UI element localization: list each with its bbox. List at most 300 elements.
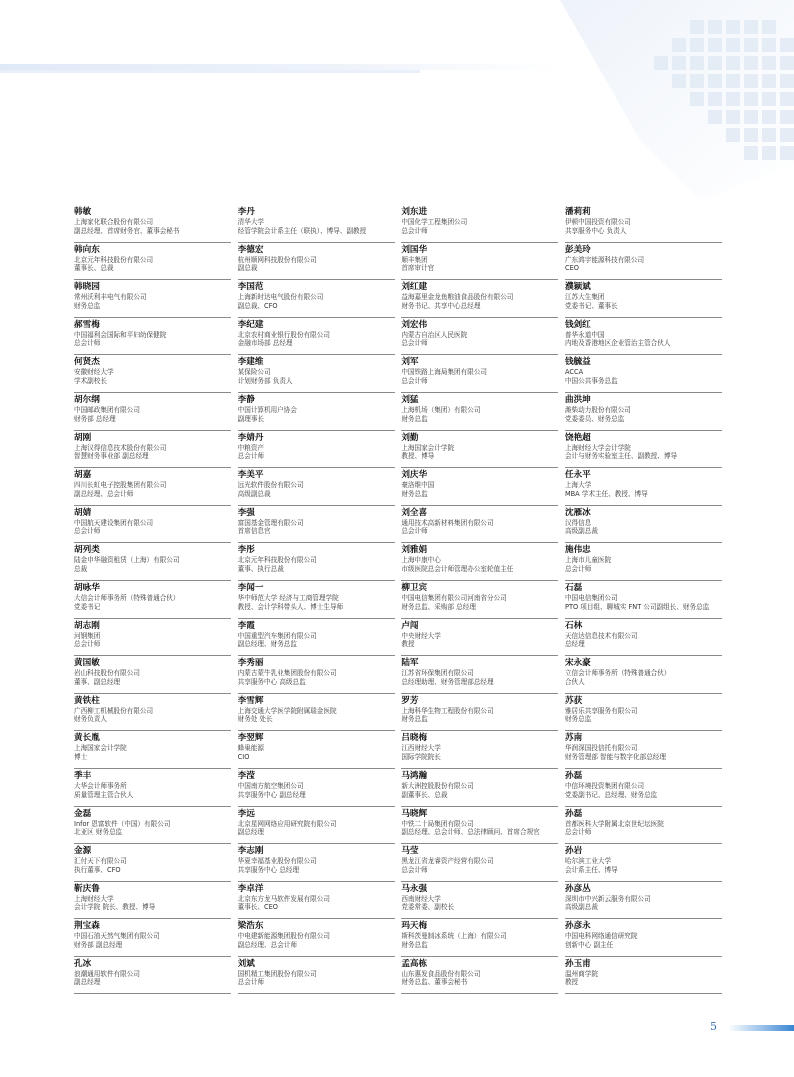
person-name: 刘军 bbox=[401, 357, 419, 368]
person-entry bbox=[74, 280, 231, 318]
person-entry bbox=[238, 619, 395, 657]
person-name: 季丰 bbox=[74, 770, 92, 781]
person-name: 任永平 bbox=[564, 470, 591, 481]
person-name: 何贤杰 bbox=[74, 357, 100, 368]
person-organization: 北京星网网络应用研究院有限公司 bbox=[237, 819, 337, 828]
person-organization: 汇付天下有限公司 bbox=[74, 857, 127, 866]
person-name: 马莹 bbox=[401, 846, 419, 857]
person-entry bbox=[238, 656, 395, 694]
person-title: 财务总监 bbox=[401, 715, 428, 724]
person-title: PTO 项目组、聊城实 FNT 公司副组长、财务总监 bbox=[564, 602, 710, 611]
person-name: 施伟忠 bbox=[564, 545, 591, 556]
person-name: 李建维 bbox=[237, 357, 264, 368]
person-title: 财务处 处长 bbox=[237, 715, 273, 724]
person-title: 创新中心 副主任 bbox=[564, 940, 614, 949]
person-organization: 上海国家会计学院 bbox=[401, 443, 455, 452]
person-entry bbox=[238, 243, 395, 281]
person-title: CIO bbox=[237, 752, 250, 761]
person-entry bbox=[401, 243, 558, 281]
person-organization: 陆金申华融资租赁（上海）有限公司 bbox=[74, 556, 180, 565]
person-name: 马晓辉 bbox=[401, 808, 428, 819]
person-entry bbox=[565, 581, 722, 619]
person-organization: 北京元年科技股份有限公司 bbox=[74, 255, 154, 264]
person-title: 财务总监 bbox=[74, 301, 101, 310]
person-title: 总会计师 bbox=[401, 376, 428, 385]
person-title: 内地及香港地区企业管治主管合伙人 bbox=[564, 339, 671, 348]
person-organization: 上海新时达电气股份有限公司 bbox=[237, 293, 324, 302]
person-organization: 河钢集团 bbox=[74, 631, 101, 640]
person-entry bbox=[74, 619, 231, 657]
person-name: 孙玉甫 bbox=[564, 958, 591, 969]
person-organization: 上海申康中心 bbox=[401, 556, 441, 565]
person-organization: 清华大学 bbox=[237, 218, 265, 226]
directory-column-1 bbox=[74, 205, 231, 994]
person-entry bbox=[401, 355, 558, 393]
person-entry bbox=[401, 619, 558, 657]
person-name: 李滢 bbox=[237, 770, 255, 781]
person-title: 共享服务中心 副总经理 bbox=[237, 790, 306, 799]
person-entry bbox=[401, 205, 558, 243]
person-entry bbox=[238, 393, 395, 431]
person-organization: 华润深国投信托有限公司 bbox=[564, 744, 638, 753]
person-title: 党委书记、董事长 bbox=[564, 301, 618, 310]
person-name: 孙磊 bbox=[564, 808, 583, 819]
person-name: 刘全喜 bbox=[401, 507, 428, 518]
person-name: 黄长胤 bbox=[74, 733, 100, 744]
person-name: 李闻一 bbox=[237, 582, 264, 593]
person-entry bbox=[401, 656, 558, 694]
person-name: 胡嘉 bbox=[74, 470, 92, 481]
person-title: 副总经理、总会计师 bbox=[237, 940, 297, 949]
person-entry bbox=[565, 844, 722, 882]
person-organization: 常州沃利丰电气有限公司 bbox=[74, 293, 147, 302]
person-entry bbox=[74, 882, 231, 920]
person-entry bbox=[401, 694, 558, 732]
person-name: 李婧丹 bbox=[237, 432, 264, 443]
person-entry bbox=[401, 731, 558, 769]
person-entry bbox=[401, 468, 558, 506]
person-organization: 华中师范大学 经济与工商管理学院 bbox=[237, 593, 339, 602]
person-title: 智慧财务事业部 副总经理 bbox=[74, 452, 149, 461]
person-entry bbox=[401, 769, 558, 807]
person-organization: 雅居乐共享服务有限公司 bbox=[564, 706, 638, 715]
person-name: 郝雪梅 bbox=[74, 319, 100, 330]
person-name: 陆军 bbox=[401, 658, 419, 669]
person-title: 总会计师 bbox=[564, 828, 592, 837]
person-entry bbox=[238, 318, 395, 356]
person-organization: 远光软件股份有限公司 bbox=[237, 481, 304, 490]
person-title: 总经理 bbox=[564, 640, 585, 649]
person-title: 教授、博导 bbox=[401, 452, 435, 461]
person-title: 总会计师 bbox=[401, 339, 428, 348]
person-organization: 国机精工集团股份有限公司 bbox=[237, 969, 317, 978]
person-entry bbox=[74, 844, 231, 882]
person-entry bbox=[401, 919, 558, 957]
person-entry bbox=[238, 205, 395, 243]
person-entry bbox=[565, 656, 722, 694]
person-name: 孙彦丛 bbox=[564, 883, 591, 894]
person-entry bbox=[74, 769, 231, 807]
person-name: 胡列类 bbox=[74, 545, 100, 556]
page-number-bar bbox=[728, 1025, 794, 1031]
person-entry bbox=[238, 468, 395, 506]
person-title: 副总经理 bbox=[237, 828, 265, 837]
person-title: MBA 学术主任、教授、博导 bbox=[564, 489, 648, 498]
person-organization: 温州商学院 bbox=[564, 969, 598, 978]
person-entry bbox=[565, 243, 722, 281]
person-organization: 中国石油天然气集团有限公司 bbox=[74, 932, 160, 941]
person-name: 梁浩东 bbox=[237, 921, 264, 932]
person-title: CEO bbox=[564, 264, 579, 273]
person-entry bbox=[565, 957, 722, 995]
person-title: 总会计师 bbox=[401, 226, 428, 235]
person-organization: 中国计算机用户协会 bbox=[237, 405, 297, 414]
person-name: 黄国敏 bbox=[74, 658, 100, 669]
person-name: 孙彦永 bbox=[564, 921, 591, 932]
person-name: 彭美玲 bbox=[564, 244, 591, 255]
person-title: 党委副书记、总经理、财务总监 bbox=[564, 790, 658, 799]
person-entry bbox=[74, 694, 231, 732]
person-entry bbox=[238, 731, 395, 769]
person-name: 刘东进 bbox=[401, 207, 428, 217]
person-organization: 安徽财经大学 bbox=[74, 368, 114, 377]
person-name: 孟高栋 bbox=[401, 958, 428, 969]
person-organization: 大信会计师事务所（特殊普通合伙） bbox=[74, 593, 180, 602]
person-entry bbox=[565, 506, 722, 544]
person-title: 共享服务中心 总经理 bbox=[237, 865, 300, 874]
person-organization: 新大洲控股股份有限公司 bbox=[401, 781, 474, 790]
person-name: 李翌辉 bbox=[237, 733, 264, 744]
person-name: 刘庆华 bbox=[401, 470, 428, 481]
person-entry bbox=[565, 919, 722, 957]
person-name: 宋永豪 bbox=[564, 658, 591, 669]
person-entry bbox=[565, 431, 722, 469]
person-name: 卢闯 bbox=[401, 620, 419, 631]
person-entry bbox=[74, 506, 231, 544]
person-organization: 中国化学工程集团公司 bbox=[401, 218, 468, 226]
person-title: 财务总监、董事会秘书 bbox=[401, 978, 468, 987]
person-organization: 中国南方航空集团公司 bbox=[237, 781, 304, 790]
person-title: 教授 bbox=[401, 640, 415, 649]
person-name: 韩晓园 bbox=[74, 282, 100, 293]
person-organization: 四川长虹电子控股集团有限公司 bbox=[74, 481, 167, 490]
person-organization: 伊顿中国投资有限公司 bbox=[564, 218, 631, 226]
person-organization: 上海家化联合股份有限公司 bbox=[74, 218, 154, 226]
person-name: 李强 bbox=[237, 507, 255, 518]
person-title: 执行董事、CFO bbox=[74, 865, 121, 874]
person-entry bbox=[238, 957, 395, 995]
person-entry bbox=[74, 957, 231, 995]
person-organization: 上海科华生物工程股份有限公司 bbox=[401, 706, 494, 715]
person-title: 董事、执行总裁 bbox=[237, 564, 284, 573]
person-name: 石林 bbox=[564, 620, 583, 631]
person-entry bbox=[238, 581, 395, 619]
person-entry bbox=[401, 581, 558, 619]
person-title: 党委委员、财务总监 bbox=[564, 414, 625, 423]
person-organization: 中国铁路上海局集团有限公司 bbox=[401, 368, 488, 377]
person-entry bbox=[401, 957, 558, 995]
person-organization: 上海财经大学会计学院 bbox=[564, 443, 631, 452]
person-name: 李美平 bbox=[237, 470, 264, 481]
person-name: 潘莉莉 bbox=[564, 207, 591, 217]
person-name: 靳庆鲁 bbox=[74, 883, 100, 894]
member-directory bbox=[74, 205, 722, 994]
person-name: 刘红建 bbox=[401, 282, 428, 293]
person-name: 钱毓益 bbox=[564, 357, 591, 368]
person-organization: 北京东方龙马软件发展有限公司 bbox=[237, 894, 330, 903]
person-organization: Infor 恩富软件（中国）有限公司 bbox=[74, 819, 171, 828]
person-name: 李秀丽 bbox=[237, 658, 264, 669]
person-organization: 中铁二十局集团有限公司 bbox=[401, 819, 474, 828]
person-organization: 中国航天建设集团有限公司 bbox=[74, 518, 154, 527]
person-name: 金磊 bbox=[74, 808, 92, 819]
person-title: 会计与财务实验室主任、副教授、博导 bbox=[564, 452, 678, 461]
person-title: 学术副校长 bbox=[74, 376, 107, 385]
person-organization: 通用技术高新材料集团有限公司 bbox=[401, 518, 494, 527]
person-entry bbox=[74, 318, 231, 356]
person-name: 孙岩 bbox=[564, 846, 583, 857]
person-entry bbox=[565, 280, 722, 318]
person-name: 李远 bbox=[237, 808, 255, 819]
person-organization: 中国电科网络通信研究院 bbox=[564, 932, 638, 941]
person-organization: 潍柴动力股份有限公司 bbox=[564, 405, 631, 414]
person-title: 总会计师 bbox=[564, 564, 592, 573]
person-name: 李志刚 bbox=[237, 846, 264, 857]
person-entry bbox=[565, 882, 722, 920]
person-title: 金融市场部 总经理 bbox=[237, 339, 293, 348]
person-entry bbox=[238, 355, 395, 393]
person-organization: 普华永道中国 bbox=[564, 330, 605, 339]
person-organization: 北京农村商业银行股份有限公司 bbox=[237, 330, 330, 339]
person-organization: ACCA bbox=[564, 368, 584, 377]
person-name: 金源 bbox=[74, 846, 92, 857]
person-organization: 立信会计师事务所（特殊普通合伙） bbox=[564, 669, 671, 678]
person-entry bbox=[74, 355, 231, 393]
person-title: 总会计师 bbox=[237, 978, 265, 987]
page-number: 5 bbox=[710, 1020, 717, 1033]
person-title: 副理事长 bbox=[237, 414, 265, 423]
person-entry bbox=[565, 205, 722, 243]
person-title: 董事长、CEO bbox=[237, 903, 278, 912]
person-title: 总会计师 bbox=[74, 527, 101, 536]
person-organization: 富国基金管理有限公司 bbox=[237, 518, 304, 527]
person-name: 饶艳超 bbox=[564, 432, 591, 443]
person-organization: 顺丰集团 bbox=[401, 255, 428, 264]
person-name: 黄铁柱 bbox=[74, 695, 100, 706]
person-entry bbox=[401, 431, 558, 469]
person-organization: 上海国家会计学院 bbox=[74, 744, 127, 753]
person-name: 李彤 bbox=[237, 545, 255, 556]
directory-column-2 bbox=[238, 205, 395, 994]
person-title: 首席审计官 bbox=[401, 264, 435, 273]
person-name: 孔冰 bbox=[74, 958, 92, 969]
person-title: 质量管理主管合伙人 bbox=[74, 790, 134, 799]
person-title: 总会计师 bbox=[74, 640, 101, 649]
person-title: 财务总监 bbox=[401, 414, 428, 423]
person-name: 韩向东 bbox=[74, 244, 100, 255]
person-organization: 江苏大生集团 bbox=[564, 293, 605, 302]
person-organization: 内蒙古蒙牛乳业集团股份有限公司 bbox=[237, 669, 337, 678]
person-organization: 广西柳工机械股份有限公司 bbox=[74, 706, 154, 715]
person-title: 国际学院院长 bbox=[401, 752, 441, 761]
person-title: 高级副总裁 bbox=[564, 527, 598, 536]
person-title: 党委书记 bbox=[74, 602, 101, 611]
person-entry bbox=[74, 243, 231, 281]
person-organization: 上海汉得信息技术股份有限公司 bbox=[74, 443, 167, 452]
header-decoration bbox=[0, 0, 794, 210]
person-title: 总裁 bbox=[74, 564, 88, 573]
person-organization: 杭州顺网科技股份有限公司 bbox=[237, 255, 317, 264]
person-entry bbox=[74, 581, 231, 619]
person-name: 马永强 bbox=[401, 883, 428, 894]
person-entry bbox=[401, 393, 558, 431]
person-entry bbox=[74, 807, 231, 845]
person-title: 财务书记、共享中心总经理 bbox=[401, 301, 481, 310]
person-entry bbox=[74, 731, 231, 769]
person-organization: 中国福利会国际和平妇幼保健院 bbox=[74, 330, 167, 339]
person-name: 刘猛 bbox=[401, 394, 419, 405]
person-entry bbox=[565, 393, 722, 431]
person-title: 财务管理部 智能与数字化部总经理 bbox=[564, 752, 666, 761]
person-organization: 江苏省环保集团有限公司 bbox=[401, 669, 474, 678]
person-title: 财务负责人 bbox=[74, 715, 107, 724]
person-title: 副总经理、总会计师、总法律顾问、首席合规官 bbox=[401, 828, 540, 837]
person-entry bbox=[565, 694, 722, 732]
person-organization: 华夏幸福基业股份有限公司 bbox=[237, 857, 317, 866]
person-name: 李德宏 bbox=[237, 244, 264, 255]
person-entry bbox=[74, 393, 231, 431]
person-entry bbox=[238, 543, 395, 581]
person-organization: 北京元年科技股份有限公司 bbox=[237, 556, 317, 565]
person-organization: 中央财经大学 bbox=[401, 631, 441, 640]
person-name: 马鸿瀚 bbox=[401, 770, 428, 781]
person-title: 高级副总裁 bbox=[237, 489, 271, 498]
person-title: 副总经理、总会计师 bbox=[74, 489, 134, 498]
person-title: 会计系主任、博导 bbox=[564, 865, 618, 874]
directory-column-4 bbox=[565, 205, 722, 994]
person-title: 财务总监 bbox=[401, 489, 428, 498]
person-entry bbox=[401, 882, 558, 920]
person-entry bbox=[74, 205, 231, 243]
person-entry bbox=[565, 619, 722, 657]
person-name: 李国范 bbox=[237, 282, 264, 293]
person-name: 濮颖斌 bbox=[564, 282, 591, 293]
person-entry bbox=[238, 919, 395, 957]
person-entry bbox=[238, 882, 395, 920]
person-organization: 中电建新能源集团股份有限公司 bbox=[237, 932, 330, 941]
person-name: 玛天梅 bbox=[401, 921, 428, 932]
person-title: 中国公共事务总监 bbox=[564, 376, 618, 385]
person-name: 胡刚 bbox=[74, 432, 92, 443]
person-entry bbox=[74, 656, 231, 694]
person-organization: 大华会计师事务所 bbox=[74, 781, 127, 790]
person-entry bbox=[565, 355, 722, 393]
person-name: 罗芳 bbox=[401, 695, 419, 706]
person-organization: 中国电信集团公司 bbox=[564, 593, 618, 602]
person-entry bbox=[565, 468, 722, 506]
person-organization: 蜂巢能源 bbox=[237, 744, 265, 753]
person-title: 副总经理、首席财务官、董事会秘书 bbox=[74, 226, 180, 235]
person-title: 总会计师 bbox=[74, 339, 101, 348]
person-title: 经管学院会计系主任（联执）、博导、副教授 bbox=[237, 226, 367, 235]
person-title: 财务总监 bbox=[401, 940, 428, 949]
person-organization: 益海嘉里金龙鱼粮油食品股份有限公司 bbox=[401, 293, 514, 302]
person-title: 博士 bbox=[74, 752, 88, 761]
person-title: 总会计师 bbox=[401, 865, 428, 874]
person-entry bbox=[74, 431, 231, 469]
person-title: 副总裁 bbox=[237, 264, 258, 273]
person-entry bbox=[401, 506, 558, 544]
person-name: 刘斌 bbox=[237, 958, 255, 969]
person-name: 苏获 bbox=[564, 695, 583, 706]
person-organization: 江西财经大学 bbox=[401, 744, 441, 753]
person-title: 财务总监、采购部 总经理 bbox=[401, 602, 476, 611]
person-entry bbox=[565, 769, 722, 807]
person-title: 财务部 副总经理 bbox=[74, 940, 123, 949]
person-title: 合伙人 bbox=[564, 677, 585, 686]
person-title: 总会计师 bbox=[401, 527, 428, 536]
person-entry bbox=[401, 844, 558, 882]
person-entry bbox=[74, 543, 231, 581]
person-organization: 广东鸿宇能源科技有限公司 bbox=[564, 255, 645, 264]
person-title: 教授 bbox=[564, 978, 579, 987]
person-title: 市级医院总会计师管理办公室轮值主任 bbox=[401, 564, 514, 573]
person-organization: 西南财经大学 bbox=[401, 894, 441, 903]
person-name: 胡志刚 bbox=[74, 620, 100, 631]
person-organization: 汉得信息 bbox=[564, 518, 592, 527]
person-name: 胡婧 bbox=[74, 507, 92, 518]
person-title: 副总经理、财务总监 bbox=[237, 640, 297, 649]
person-title: 会计学院 院长、教授、博导 bbox=[74, 903, 156, 912]
person-title: 总会计师 bbox=[237, 452, 265, 461]
person-organization: 岩山科技股份有限公司 bbox=[74, 669, 140, 678]
person-name: 荆宝森 bbox=[74, 921, 100, 932]
person-organization: 上海大学 bbox=[564, 481, 592, 490]
person-title: 教授、会计学科带头人、博士生导师 bbox=[237, 602, 344, 611]
person-organization: 上海财经大学 bbox=[74, 894, 114, 903]
person-name: 胡咏华 bbox=[74, 582, 100, 593]
person-entry bbox=[565, 807, 722, 845]
person-entry bbox=[238, 844, 395, 882]
person-name: 刘勤 bbox=[401, 432, 419, 443]
person-entry bbox=[565, 543, 722, 581]
directory-column-3 bbox=[401, 205, 558, 994]
person-title: 高级副总裁 bbox=[564, 903, 598, 912]
person-title: 总经理助理、财务管理部总经理 bbox=[401, 677, 494, 686]
person-entry bbox=[565, 731, 722, 769]
person-organization: 上海市儿童医院 bbox=[564, 556, 612, 565]
person-organization: 斯科茨曼制冰系统（上海）有限公司 bbox=[401, 932, 507, 941]
person-organization: 中国邮政集团有限公司 bbox=[74, 405, 140, 414]
person-organization: 上海机场（集团）有限公司 bbox=[401, 405, 481, 414]
person-organization: 哈尔滨工业大学 bbox=[564, 857, 612, 866]
person-entry bbox=[238, 506, 395, 544]
person-organization: 浪潮通用软件有限公司 bbox=[74, 969, 140, 978]
person-name: 吕晓梅 bbox=[401, 733, 428, 744]
person-title: 董事长、总裁 bbox=[74, 264, 114, 273]
person-entry bbox=[74, 919, 231, 957]
person-entry bbox=[401, 280, 558, 318]
person-name: 柳卫宾 bbox=[401, 582, 428, 593]
person-organization: 某保险公司 bbox=[237, 368, 271, 377]
person-title: 首席信息官 bbox=[237, 527, 271, 536]
person-title: 共享服务中心 高级总监 bbox=[237, 677, 306, 686]
person-name: 沈雁冰 bbox=[564, 507, 591, 518]
person-entry bbox=[401, 807, 558, 845]
person-title: 计划财务部 负责人 bbox=[237, 376, 293, 385]
person-organization: 中信环境投资集团有限公司 bbox=[564, 781, 645, 790]
person-organization: 深圳市中兴新云服务有限公司 bbox=[564, 894, 651, 903]
